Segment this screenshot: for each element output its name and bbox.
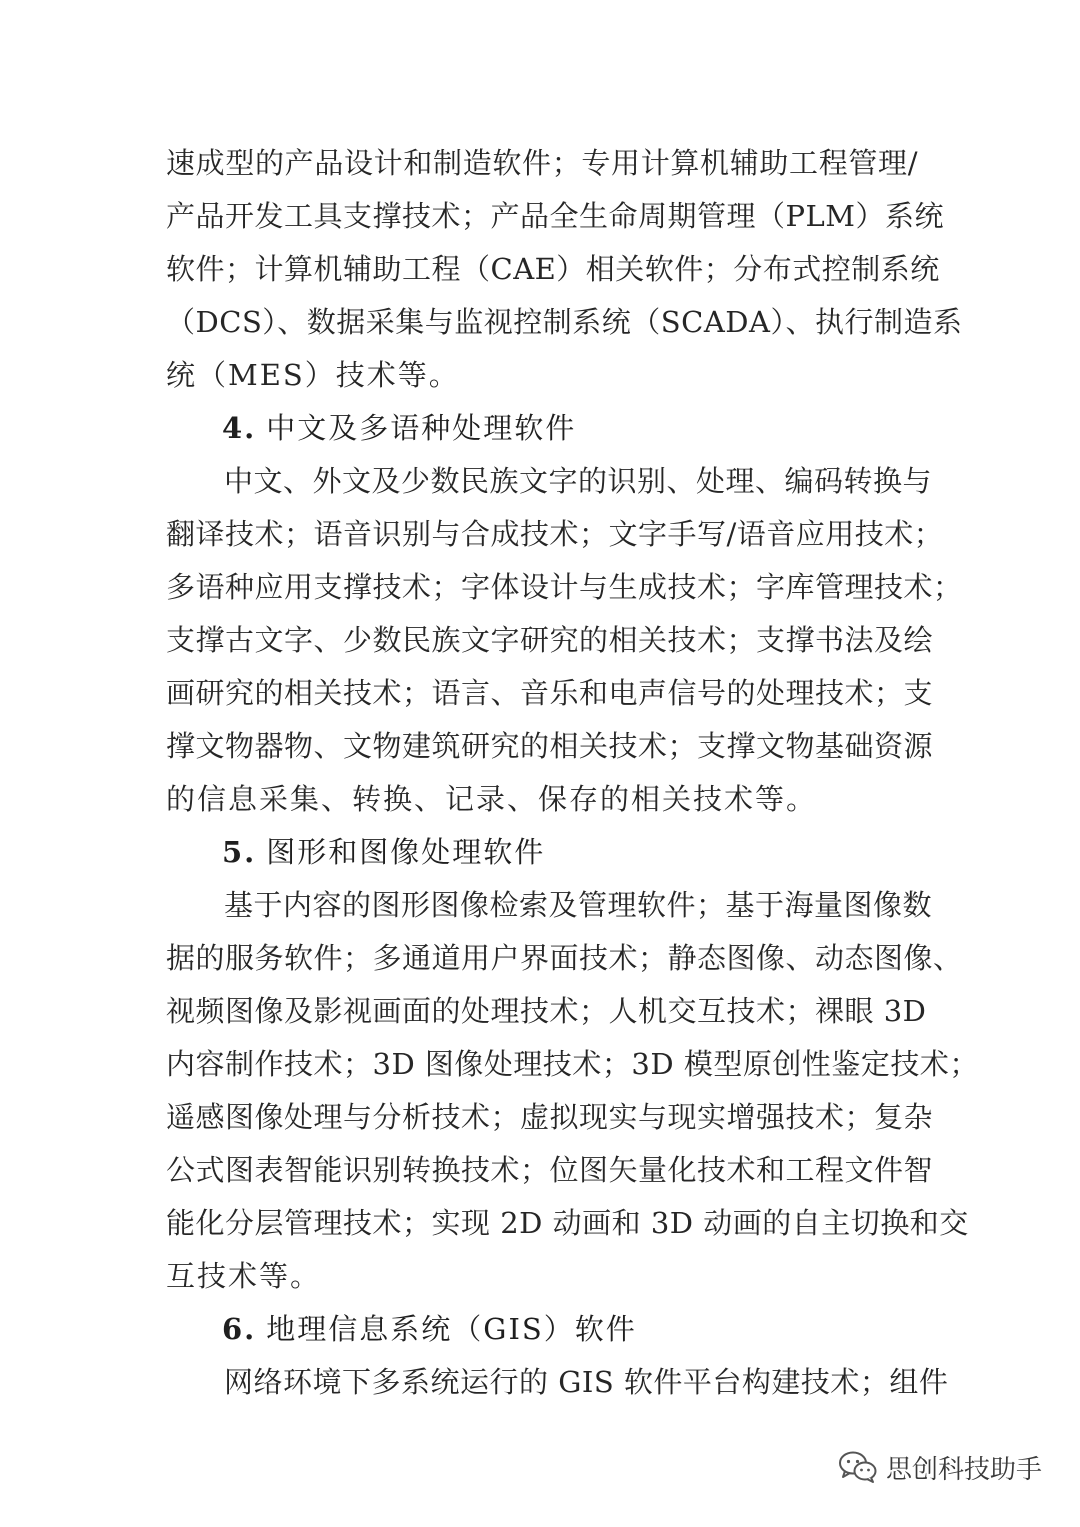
paragraph-line: 基于内容的图形图像检索及管理软件；基于海量图像数 xyxy=(224,888,933,922)
paragraph-line: 统（MES）技术等。 xyxy=(166,358,460,392)
paragraph-line: 撑文物器物、文物建筑研究的相关技术；支撑文物基础资源 xyxy=(166,729,934,763)
paragraph-line: 内容制作技术；3D 图像处理技术；3D 模型原创性鉴定技术； xyxy=(166,1047,979,1081)
watermark xyxy=(838,1447,1042,1487)
paragraph-line: 网络环境下多系统运行的 GIS 软件平台构建技术；组件 xyxy=(224,1365,949,1399)
section-number: 4. xyxy=(222,411,257,445)
section-title: 地理信息系统（GIS）软件 xyxy=(266,1312,637,1346)
section-heading-6 xyxy=(222,1309,637,1349)
paragraph-line: 公式图表智能识别转换技术；位图矢量化技术和工程文件智 xyxy=(166,1153,934,1187)
paragraph-line: 多语种应用支撑技术；字体设计与生成技术；字库管理技术； xyxy=(166,570,963,604)
section-title: 图形和图像处理软件 xyxy=(266,835,546,869)
paragraph-line: 产品开发工具支撑技术；产品全生命周期管理（PLM）系统 xyxy=(166,199,944,233)
paragraph-line: 视频图像及影视画面的处理技术；人机交互技术；裸眼 3D xyxy=(166,994,927,1028)
paragraph-line: 的信息采集、转换、记录、保存的相关技术等。 xyxy=(166,782,818,816)
wechat-icon xyxy=(838,1450,878,1484)
section-heading-5 xyxy=(222,832,545,872)
section-heading-4 xyxy=(222,408,576,448)
paragraph-line: （DCS）、数据采集与监视控制系统（SCADA）、执行制造系 xyxy=(166,305,963,339)
paragraph-line: 能化分层管理技术；实现 2D 动画和 3D 动画的自主切换和交 xyxy=(166,1206,969,1240)
paragraph-line: 中文、外文及少数民族文字的识别、处理、编码转换与 xyxy=(224,464,933,498)
paragraph-line: 据的服务软件；多通道用户界面技术；静态图像、动态图像、 xyxy=(166,941,963,975)
paragraph-line: 遥感图像处理与分析技术；虚拟现实与现实增强技术；复杂 xyxy=(166,1100,934,1134)
paragraph-line: 支撑古文字、少数民族文字研究的相关技术；支撑书法及绘 xyxy=(166,623,934,657)
section-number: 6. xyxy=(222,1312,257,1346)
section-number: 5. xyxy=(222,835,257,869)
paragraph-line: 互技术等。 xyxy=(166,1259,322,1293)
watermark-text: 思创科技助手 xyxy=(885,1454,1042,1485)
section-title: 中文及多语种处理软件 xyxy=(266,411,577,445)
paragraph-line: 软件；计算机辅助工程（CAE）相关软件；分布式控制系统 xyxy=(166,252,940,286)
paragraph-line: 画研究的相关技术；语言、音乐和电声信号的处理技术；支 xyxy=(166,676,934,710)
paragraph-line: 速成型的产品设计和制造软件；专用计算机辅助工程管理/ xyxy=(166,146,918,180)
paragraph-line: 翻译技术；语音识别与合成技术；文字手写/语音应用技术； xyxy=(166,517,944,551)
